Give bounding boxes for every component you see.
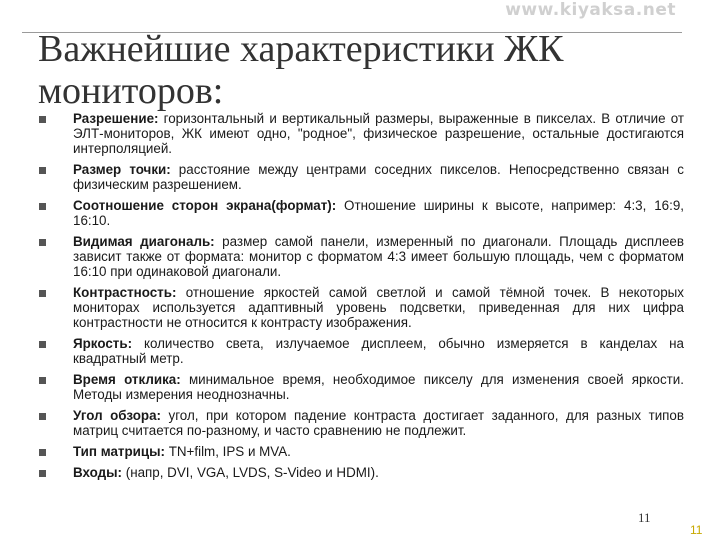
square-bullet-icon (39, 203, 46, 210)
square-bullet-icon (39, 239, 46, 246)
list-item (36, 408, 684, 438)
corner-page-number: 11 (690, 523, 703, 537)
square-bullet-icon (39, 449, 46, 456)
item-term: Разрешение: (73, 111, 159, 126)
site-watermark: www.kiyaksa.net (505, 0, 676, 20)
list-item (36, 111, 684, 156)
item-text: минимальное время, необходимое пикселу для изменения своей яркости. Методы измерения неоднозначны. (73, 372, 684, 402)
square-bullet-icon (39, 290, 46, 297)
list-item (36, 336, 684, 366)
list-item (36, 234, 684, 279)
list-item (36, 198, 684, 228)
item-text: размер самой панели, измеренный по диагонали. Площадь дисплеев зависит также от формата: монитор с форматом 4:3 имеет большую площадь, чем с форматом 16:10 при одинаковой диагонали. (73, 234, 684, 279)
item-term: Размер точки: (73, 162, 171, 177)
item-term: Время отклика: (73, 372, 181, 387)
item-text: TN+film, IPS и MVA. (164, 444, 291, 459)
item-text: отношение яркостей самой светлой и самой тёмной точек. В некоторых мониторах используется адаптивный уровень подсветки, приведенная для них цифра контрастности не относится к контрасту изображения. (73, 285, 684, 330)
list-item (36, 285, 684, 330)
list-item (36, 162, 684, 192)
item-term: Угол обзора: (73, 408, 161, 423)
item-term: Контрастность: (73, 285, 177, 300)
item-term: Входы: (73, 465, 123, 480)
item-text: (напр, DVI, VGA, LVDS, S-Video и HDMI). (122, 465, 379, 480)
item-text: угол, при котором падение контраста достигает заданного, для разных типов матриц считается по-разному, и часто сравнению не подлежит. (73, 408, 684, 438)
square-bullet-icon (39, 167, 46, 174)
slide-number: 11 (638, 510, 651, 525)
square-bullet-icon (39, 470, 46, 477)
item-text: горизонтальный и вертикальный размеры, выраженные в пикселах. В отличие от ЭЛТ-мониторов, ЖК имеют одно, "родное", физическое разрешение, остальные достигаются интерполяцией. (73, 111, 684, 156)
item-term: Соотношение сторон экрана(формат): (73, 198, 337, 213)
item-term: Видимая диагональ: (73, 234, 215, 249)
list-item (36, 444, 684, 459)
list-item (36, 372, 684, 402)
item-text: расстояние между центрами соседних пикселов. Непосредственно связан с физическим разрешением. (73, 162, 684, 192)
square-bullet-icon (39, 377, 46, 384)
square-bullet-icon (39, 341, 46, 348)
characteristics-list (36, 111, 684, 486)
item-text: количество света, излучаемое дисплеем, обычно измеряется в канделах на квадратный метр. (73, 336, 684, 366)
list-item (36, 465, 684, 480)
item-text: Отношение ширины к высоте, например: 4:3, 16:9, 16:10. (73, 198, 684, 228)
item-term: Яркость: (73, 336, 133, 351)
item-term: Тип матрицы: (73, 444, 165, 459)
square-bullet-icon (39, 413, 46, 420)
square-bullet-icon (39, 116, 46, 123)
slide-title: Важнейшие характеристики ЖК мониторов: (38, 28, 564, 112)
